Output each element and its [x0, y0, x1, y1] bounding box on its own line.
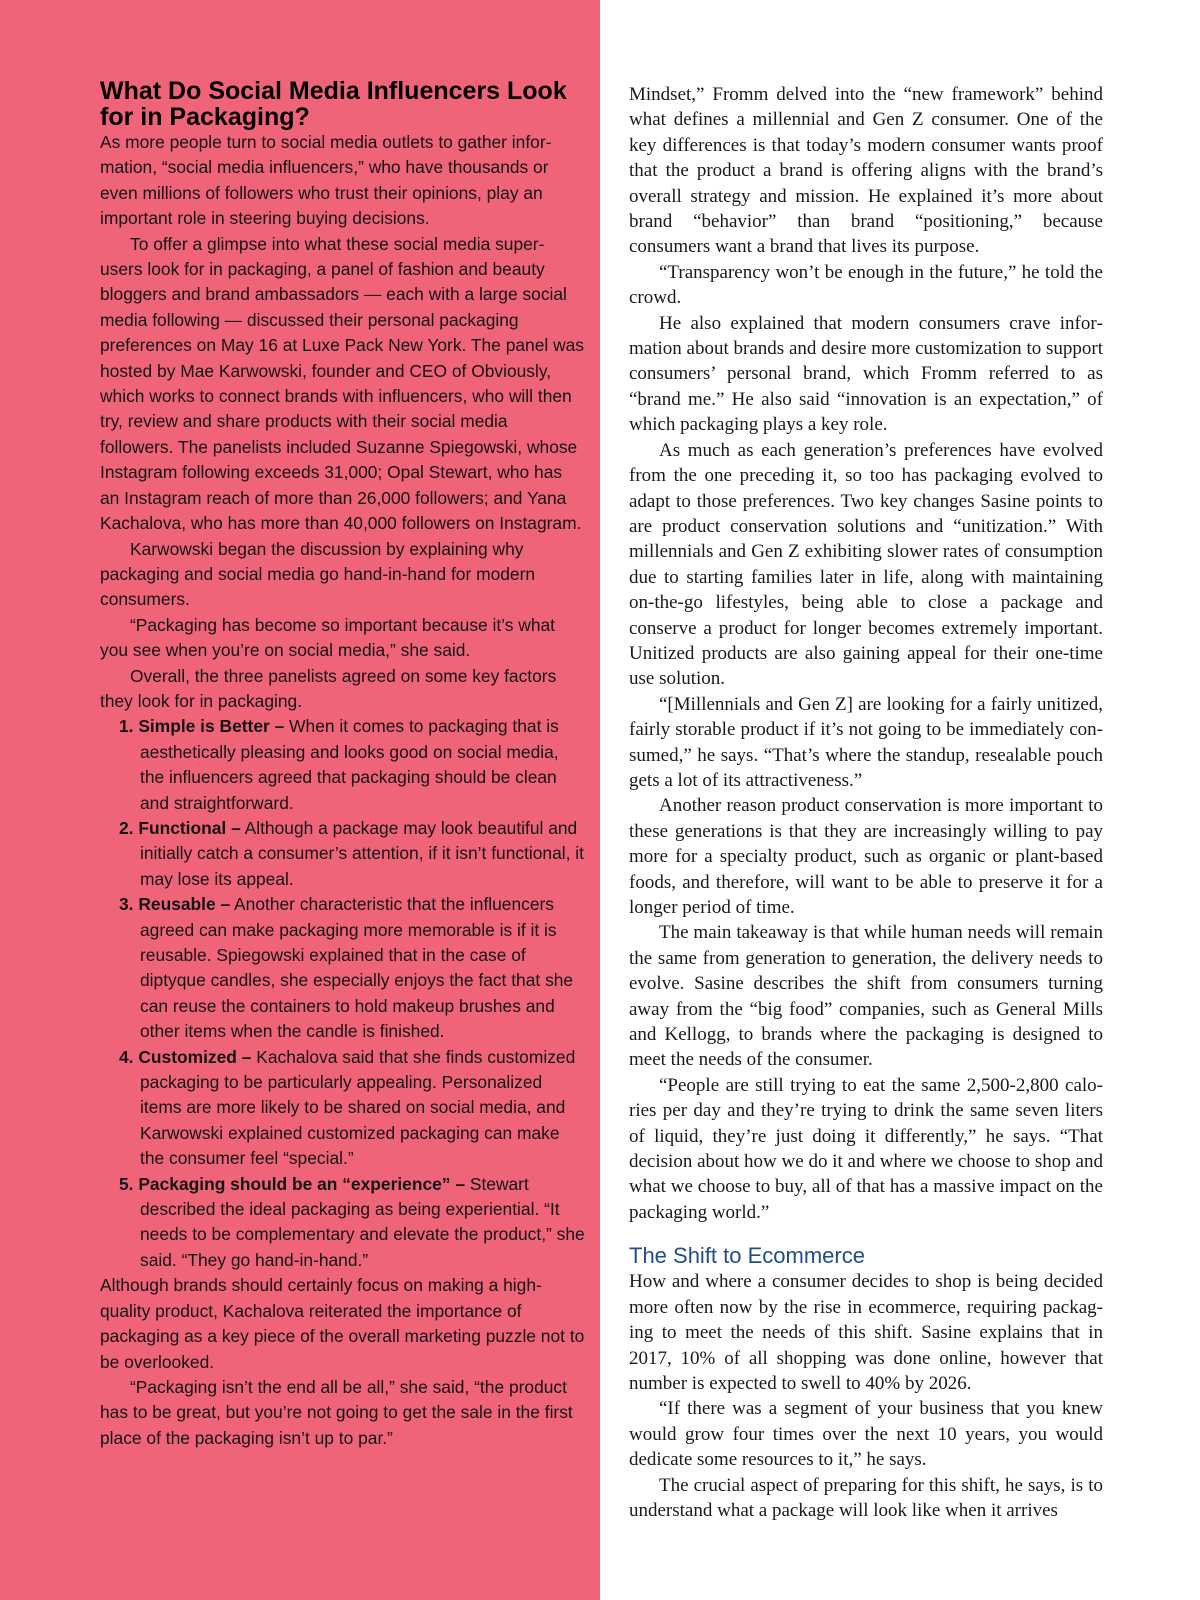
sidebar-intro: As more people turn to social media outlets to gather information, “social media influencers,” who have thousands or even millions of followers who trust their opinions, play an important role in steering buying decisions. [100, 132, 552, 229]
article-paragraph: Mindset,” Fromm delved into the “new framework” behind what defines a millennial and Gen Z consumer. One of the key differences is that today’s modern consumer wants proof that the product a brand is offering aligns with the brand’s overall strategy and mission. He explained it’s more about brand “behavior” than brand “positioning,” because consumers want a brand that lives its purpose. [629, 84, 1103, 258]
sidebar-paragraph: Although brands should certainly focus on making a high-quality product, Kachalova reiterated the importance of packaging as a key piece of the overall marketing puzzle not to be overlooked. [100, 1275, 585, 1372]
article-paragraph: Another reason product conservation is more important to these generations is that they are increasingly willing to pay more for a specialty product, such as organic or plant-based foods, and therefore, will want to be able to preserve it for a longer period of time. [629, 795, 1103, 918]
list-item-body: Stewart described the ideal packaging as being experiential. “It needs to be complementary and elevate the product,” she said. “They go hand-in-hand.” [140, 1173, 585, 1270]
article-column [629, 82, 1103, 1523]
sidebar-paragraph: Overall, the three panelists agreed on some key factors they look for in packaging. [100, 665, 557, 711]
section-heading: The Shift to Ecommerce [629, 1243, 865, 1269]
list-item-head: 2. Functional – [119, 817, 241, 838]
article-paragraph: “If there was a segment of your business that you knew would grow four times over the next 10 years, you would dedicate some resources to it,” he says. [629, 1398, 1103, 1471]
article-paragraph: “[Millennials and Gen Z] are looking for a fairly unitized, fairly storable product if it’s not going to be immediately consumed,” he says. “That’s where the standup, resealable pouch gets a lot of its attractiveness.” [629, 693, 1103, 791]
list-item-head: 5. Packaging should be an “experience” – [119, 1173, 466, 1194]
list-item [100, 892, 585, 1044]
list-item [100, 714, 585, 816]
list-item-body: Kachalova said that she finds customized packaging to be particularly appealing. Personalized items are more likely to be shared on social media, and Karwowski explained customized packaging can make the consumer feel “special.” [140, 1046, 576, 1169]
article-paragraph: As much as each generation’s preferences have evolved from the one preceding it, so too has packaging evolved to adapt to those preferences. Two key changes Sasine points to are product conservation solutions and “unitization.” With millennials and Gen Z exhibiting slower rates of consumption due to starting families later in life, along with maintaining on-the-go lifestyles, being able to close a package and conserve a product for longer becomes extremely important. Unitized products are also gaining appeal for their one-time use solution. [629, 439, 1103, 690]
sidebar-title: What Do Social Media Influencers Look for in Packaging? [100, 77, 567, 131]
article-paragraph: The main takeaway is that while human needs will remain the same from generation to generation, the delivery needs to evolve. Sasine describes the shift from consumers turning away from the “big food” companies, such as General Mills and Kellogg, to brands where the packaging is designed to meet the needs of the consumer. [629, 922, 1103, 1071]
list-item-head: 4. Customized – [119, 1046, 252, 1067]
article-paragraph: How and where a consumer decides to shop is being decided more often now by the rise in ecommerce, requiring packaging to meet the needs of this shift. Sasine explains that in 2017, 10% of all shopping was done online, however that number is expected to swell to 40% by 2026. [629, 1271, 1103, 1394]
article-paragraph: The crucial aspect of preparing for this shift, he says, is to understand what a package will look like when it arrives [629, 1474, 1103, 1521]
sidebar-paragraph: “Packaging has become so important because it’s what you see when you’re on social media,” she said. [100, 614, 556, 661]
list-item-head: 3. Reusable – [119, 894, 231, 915]
sidebar-content [100, 78, 585, 1451]
list-item-body: Another characteristic that the influencers agreed can make packaging more memorable is if it is reusable. Spiegowski explained that in the case of diptyque candles, she especially enjoys the fact that she can reuse the containers to hold makeup brushes and other items when the candle is finished. [140, 894, 574, 1042]
sidebar-paragraph: To offer a glimpse into what these social media super-users look for in packaging, a panel of fashion and beauty bloggers and brand ambassadors — each with a large social media following — discussed their personal packaging preferences on May 16 at Luxe Pack New York. The panel was hosted by Mae Karwowski, founder and CEO of Obviously, which works to connect brands with influencers, who will then try, review and share products with their social media followers. The panelists included Suzanne Spiegowski, whose Instagram following exceeds 31,000; Opal Stewart, who has an Instagram reach of more than 26,000 followers; and Yana Kachalova, who has more than 40,000 followers on Instagram. [100, 233, 584, 534]
sidebar-closing-quote: “Packaging isn’t the end all be all,” she said, “the product has to be great, but you’re not going to get the sale in the first place of the packaging isn’t up to par.” [100, 1376, 573, 1448]
article-paragraph: “Transparency won’t be enough in the future,” he told the crowd. [629, 261, 1103, 309]
article-paragraph: “People are still trying to eat the same 2,500-2,800 calories per day and they’re trying to drink the same seven liters of liquid, they’re just doing it differently,” he says. “That decision about how we do it and where we choose to shop and what we choose to buy, all of that has a massive impact on the packaging world.” [629, 1074, 1103, 1223]
list-item [100, 816, 585, 892]
list-item [100, 1045, 585, 1172]
list-item-body: Although a package may look beautiful and initially catch a consumer’s attention, if it isn’t functional, it may lose its appeal. [140, 817, 584, 889]
factors-list [100, 714, 585, 1273]
article-paragraph: He also explained that modern consumers crave information about brands and desire more customization to support consumers’ personal brand, which Fromm referred to as “brand me.” He also said “innovation is an expectation,” of which packaging plays a key role. [629, 312, 1103, 436]
list-item [100, 1172, 585, 1274]
list-item-body: When it comes to packaging that is aesthetically pleasing and looks good on social media, the influencers agreed that packaging should be clean and straightforward. [140, 716, 559, 813]
sidebar-paragraph: Karwowski began the discussion by explaining why packaging and social media go hand-in-hand for modern consumers. [100, 538, 536, 610]
list-item-head: 1. Simple is Better – [119, 716, 285, 737]
